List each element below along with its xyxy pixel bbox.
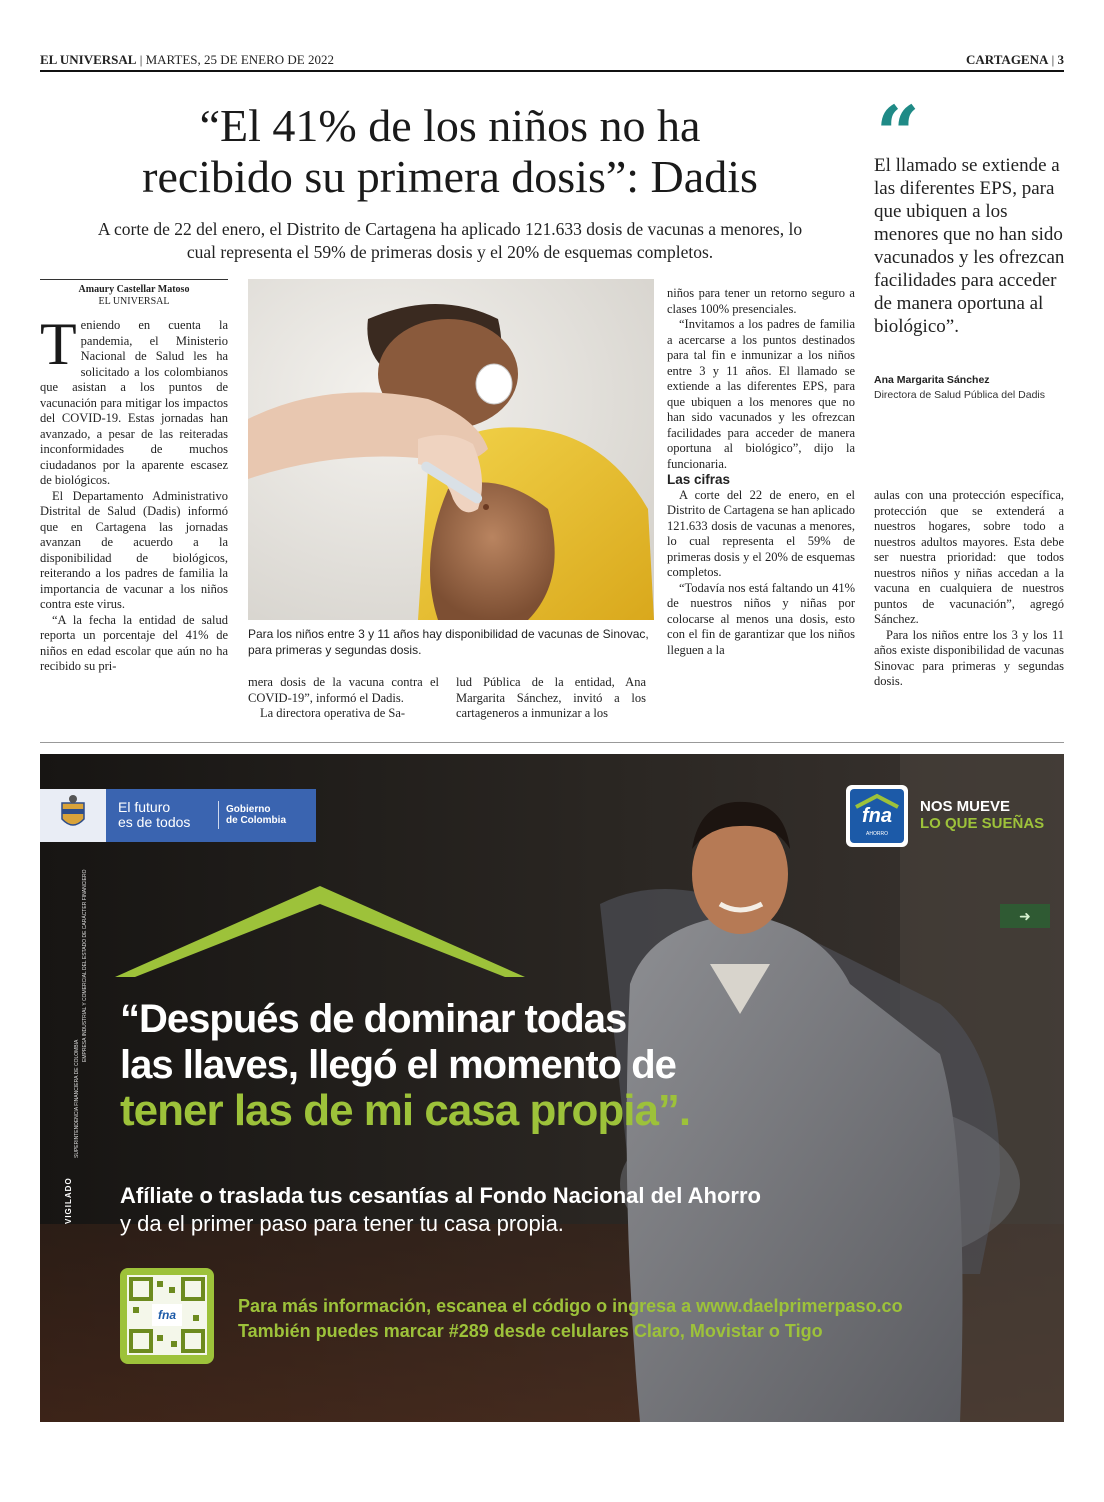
ad-quote-line-3: tener las de mi casa propia”.: [120, 1086, 691, 1135]
coat-of-arms-icon: [40, 789, 106, 842]
fna-logo-text: fna: [862, 805, 892, 827]
roof-chevron-icon: [110, 882, 530, 982]
pullquote-name: Ana Margarita Sánchez: [874, 374, 990, 386]
ad-quote-line-2: las llaves, llegó el momento de: [120, 1043, 676, 1087]
col2-paragraph-2: La directora operativa de Sa-: [260, 706, 406, 720]
section-name: CARTAGENA: [966, 52, 1049, 67]
header-rule: [40, 70, 1064, 72]
pullquote-role: Directora de Salud Pública del Dadis: [874, 389, 1046, 401]
col5-paragraph-1: aulas con una protección específica, protección que se extenderá a nuestros hogares, sobre todo a nuestros adultos mayores. Esta debe ser nuestra prioridad: que todos nuestros niños y niñas accedan a la vacuna en cualquiera de nuestros puntos de vacunación”, agregó Sánchez.: [874, 488, 1064, 626]
col4-paragraph-3: A corte del 22 de enero, en el Distrito de Cartagena se han aplicado 121.633 dosis de vacunas a menores, lo cual representa el 59% de primeras dosis y el 20% de esquemas completos.: [667, 487, 855, 579]
col4-paragraph-1: niños para tener un retorno seguro a clases 100% presenciales.: [667, 286, 855, 316]
ad-quote-line-1: “Después de dominar todas: [120, 997, 627, 1041]
fna-logo: [846, 785, 908, 847]
gov-name-line-1: Gobierno: [226, 804, 271, 815]
deck: A corte de 22 del enero, el Distrito de Cartagena ha aplicado 121.633 dosis de vacunas a menores, lo cual representa el 59% de primeras dosis y el 20% de esquemas completos.: [97, 219, 803, 262]
col3-paragraph-1: lud Pública de la entidad, Ana Margarita Sánchez, invitó a los cartageneros a inmunizar a los: [456, 675, 646, 720]
gov-name-line-2: de Colombia: [226, 815, 287, 826]
column-3: [456, 675, 646, 722]
gov-banner: [40, 789, 316, 842]
quote-mark-icon: “: [876, 89, 920, 178]
fna-logo-sub: AHORRO: [866, 831, 888, 837]
fna-slogan-line-1: NOS MUEVE: [920, 798, 1011, 815]
headline-line-2: recibido su primera dosis”: Dadis: [142, 151, 758, 202]
gov-name: [226, 804, 286, 826]
exit-sign-arrow: ➜: [1019, 909, 1031, 925]
ad-quote: [120, 996, 800, 1134]
pullquote-text: El llamado se extiende a las diferentes EPS, para que ubiquen a los menores que no han sido vacunados y les ofrezcan facilidades para acceder de manera oportuna al biológico”.: [874, 155, 1065, 337]
col4-paragraph-4: “Todavía nos está faltando un 41% de nuestros niños y niñas por colocarse al menos una dosis, esto con el fin de garantizar que los niños lleguen a la: [667, 580, 855, 657]
superintendencia-label: SUPERINTENDENCIA FINANCIERA DE COLOMBIA: [74, 1039, 80, 1158]
page-number: 3: [1057, 52, 1064, 67]
ad-cta-rest: y da el primer paso para tener tu casa propia.: [120, 1211, 564, 1236]
column-1: [40, 311, 228, 675]
header-date: MARTES, 25 DE ENERO DE 2022: [145, 52, 334, 67]
fna-slogan: [920, 798, 1044, 832]
ad-info: [238, 1294, 1058, 1344]
gov-slogan: [118, 800, 190, 830]
dropcap: T: [40, 311, 77, 377]
paper-name: EL UNIVERSAL: [40, 52, 137, 67]
header-right: CARTAGENA | 3: [966, 52, 1064, 67]
ad-cta-bold: Afíliate o traslada tus cesantías al Fondo Nacional del Ahorro: [120, 1183, 761, 1208]
column-5: [874, 488, 1064, 690]
col5-paragraph-2: Para los niños entre los 3 y los 11 años existe disponibilidad de vacunas Sinovac para primeras y segundas dosis.: [874, 627, 1064, 688]
gov-divider: [218, 801, 219, 829]
qr-code[interactable]: [120, 1268, 214, 1364]
vaccination-photo: [248, 279, 654, 620]
headline: [60, 100, 840, 202]
ad-info-line-2: También puedes marcar #289 desde celulares Claro, Movistar o Tigo: [238, 1321, 823, 1341]
byline-rule: [40, 279, 228, 280]
author-outlet: EL UNIVERSAL: [98, 296, 170, 307]
fna-logo-box: [850, 789, 904, 843]
headline-line-1: “El 41% de los niños no ha: [199, 100, 701, 151]
fna-slogan-line-2: LO QUE SUEÑAS: [920, 815, 1045, 832]
vigilado-label: [64, 1212, 78, 1224]
byline: [40, 284, 228, 308]
photo-caption: Para los niños entre 3 y 11 años hay disponibilidad de vacunas de Sinovac, para primeras y segundas dosis.: [248, 627, 649, 657]
author-name: Amaury Castellar Matoso: [78, 284, 190, 295]
qr-fna-logo: fna: [152, 1304, 182, 1326]
empresa-label: EMPRESA INDUSTRIAL Y COMERCIAL DEL ESTADO DE CARÁCTER FINANCIERO: [82, 869, 88, 1062]
gov-slogan-line-1: El futuro: [118, 799, 171, 815]
col1-paragraph-3: “A la fecha la entidad de salud reporta un porcentaje del 41% de niños en edad escolar que aún no ha recibido su pri-: [40, 612, 228, 673]
col1-paragraph-1: eniendo en cuenta la pandemia, el Ministerio Nacional de Salud les ha solicitado a los colombianos que asistan a los puntos de vacunación para mitigar los impactos del COVID-19. Estas jornadas han avanzado, a pesar de las reiteradas inconformidades de muchos ciudadanos por la aparente escasez de biológicos.: [40, 318, 228, 487]
header-left: EL UNIVERSAL | MARTES, 25 DE ENERO DE 2022: [40, 52, 334, 67]
ad-cta: [120, 1182, 960, 1238]
gov-slogan-line-2: es de todos: [118, 814, 191, 830]
section-subhead: Las cifras: [667, 472, 731, 487]
column-4: [667, 286, 855, 658]
article-bottom-rule: [40, 742, 1064, 743]
col4-paragraph-2: “Invitamos a los padres de familia a acercarse a los puntos destinados para tal fin e inmunizar a los niños entre 3 y 11 años. El llamado se extiende a las diferentes EPS, para que ubiquen a los menores que no han sido vacunados y les ofrezcan facilidades para acceder de manera oportuna al biológico”, dijo la funcionaria.: [667, 317, 855, 471]
column-2: [248, 675, 439, 722]
ad-info-line-1[interactable]: Para más información, escanea el código o ingresa a www.daelprimerpaso.co: [238, 1296, 903, 1316]
fna-advertisement: [40, 754, 1064, 1422]
col2-paragraph-1: mera dosis de la vacuna contra el COVID-19”, informó el Dadis.: [248, 675, 439, 705]
col1-paragraph-2: El Departamento Administrativo Distrital de Salud (Dadis) informó que en Cartagena las jornadas avanzan de acuerdo a la disponibilidad de biológicos, reiterando a los padres de familia la importancia de vacunar a los niños contra este virus.: [40, 488, 228, 611]
